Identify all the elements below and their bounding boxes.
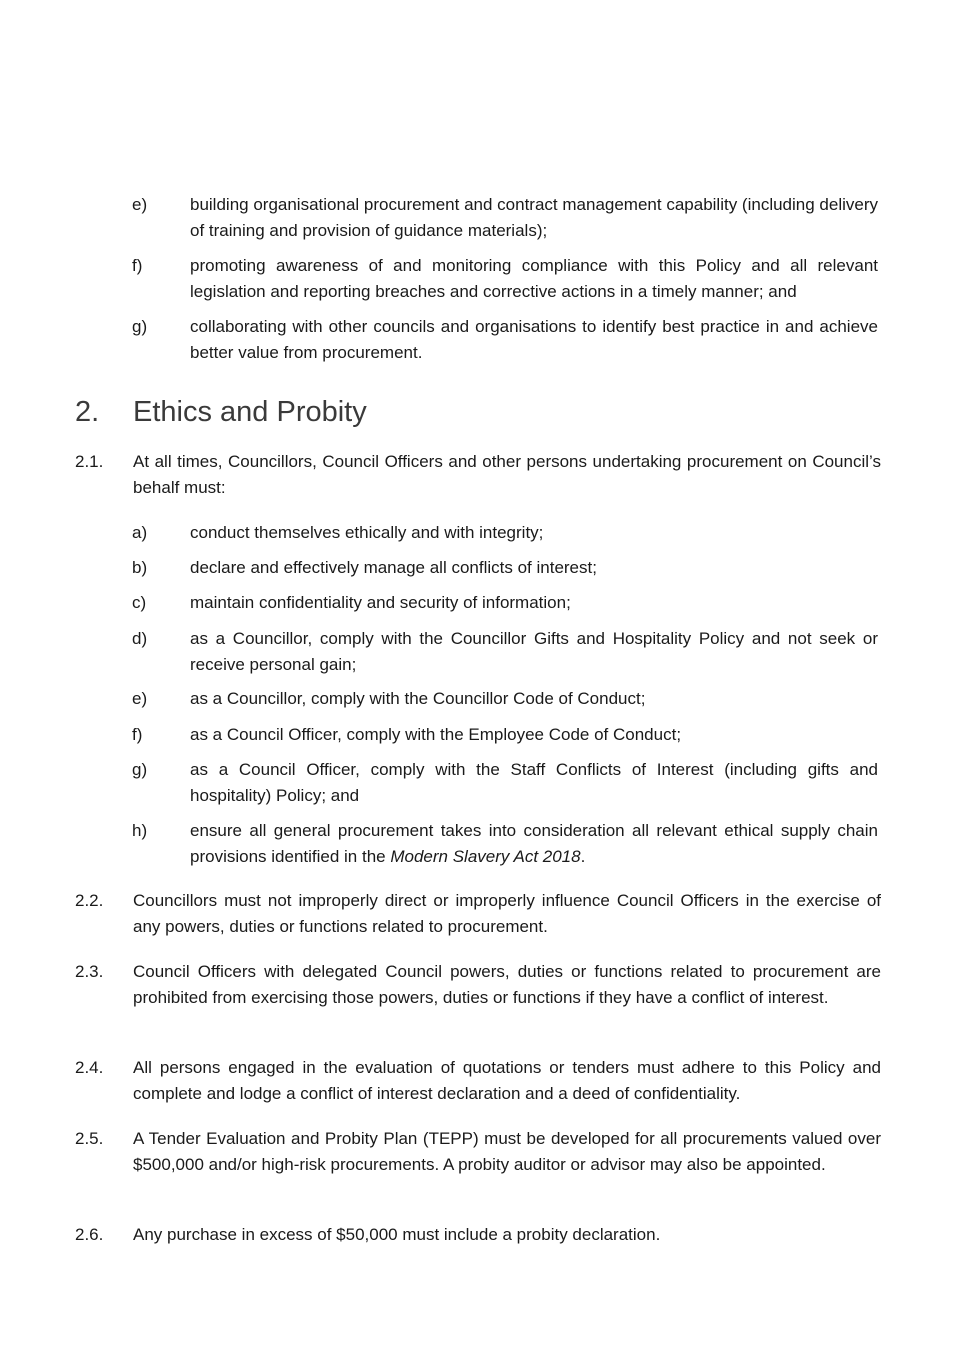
list-marker: f): [132, 725, 143, 744]
list-item-text: building organisational procurement and contract management capability (including delivery of training and provision of guidance materials);: [190, 195, 878, 240]
clause-text: Any purchase in excess of $50,000 must include a probity declaration.: [133, 1225, 661, 1244]
list-marker: e): [132, 689, 148, 708]
list-item-text-part: ensure all general procurement takes into consideration all relevant ethical supply chain provisions identified in the: [190, 821, 878, 866]
list-item-text: maintain confidentiality and security of information;: [190, 593, 571, 612]
clause-number: 2.1.: [75, 452, 104, 471]
list-item-text: collaborating with other councils and organisations to identify best practice in and achieve better value from procurement.: [190, 317, 878, 362]
clause-number: 2.3.: [75, 962, 104, 981]
list-item-text: [190, 818, 878, 869]
section-title: Ethics and Probity: [133, 396, 367, 428]
clause-text: Council Officers with delegated Council powers, duties or functions related to procurement are prohibited from exercising those powers, duties or functions if they have a conflict of interest.: [133, 962, 881, 1007]
list-marker: b): [132, 558, 148, 577]
list-item-text: as a Councillor, comply with the Councillor Gifts and Hospitality Policy and not seek or receive personal gain;: [190, 629, 878, 674]
act-name: Modern Slavery Act 2018: [390, 846, 581, 866]
list-item-text: as a Council Officer, comply with the Employee Code of Conduct;: [190, 725, 682, 744]
clause-number: 2.2.: [75, 891, 104, 910]
clause-number: 2.5.: [75, 1129, 104, 1148]
list-item-text: conduct themselves ethically and with integrity;: [190, 523, 544, 542]
list-item-text: as a Council Officer, comply with the Staff Conflicts of Interest (including gifts and hospitality) Policy; and: [190, 760, 878, 805]
list-marker: h): [132, 821, 148, 840]
clause-text: All persons engaged in the evaluation of quotations or tenders must adhere to this Policy and complete and lodge a conflict of interest declaration and a deed of confidentiality.: [133, 1058, 881, 1103]
clause-number: 2.4.: [75, 1058, 104, 1077]
section-number: 2.: [75, 396, 100, 428]
clause-text: Councillors must not improperly direct or improperly influence Council Officers in the exercise of any powers, duties or functions related to procurement.: [133, 891, 881, 936]
clause-number: 2.6.: [75, 1225, 104, 1244]
list-marker: g): [132, 760, 148, 779]
list-marker: g): [132, 317, 148, 336]
clause-text: At all times, Councillors, Council Officers and other persons undertaking procurement on Council’s behalf must:: [133, 452, 881, 497]
list-marker: e): [132, 195, 148, 214]
list-marker: d): [132, 629, 148, 648]
list-item-text: as a Councillor, comply with the Councillor Code of Conduct;: [190, 689, 646, 708]
list-marker: c): [132, 593, 147, 612]
list-item-text: declare and effectively manage all conflicts of interest;: [190, 558, 597, 577]
list-item-text: promoting awareness of and monitoring compliance with this Policy and all relevant legislation and reporting breaches and corrective actions in a timely manner; and: [190, 256, 878, 301]
list-marker: a): [132, 523, 148, 542]
list-item-text-part: .: [580, 846, 586, 866]
clause-text: A Tender Evaluation and Probity Plan (TEPP) must be developed for all procurements valued over $500,000 and/or high-risk procurements. A probity auditor or advisor may also be appointed.: [133, 1129, 881, 1174]
section-heading: [75, 392, 367, 432]
list-marker: f): [132, 256, 143, 275]
